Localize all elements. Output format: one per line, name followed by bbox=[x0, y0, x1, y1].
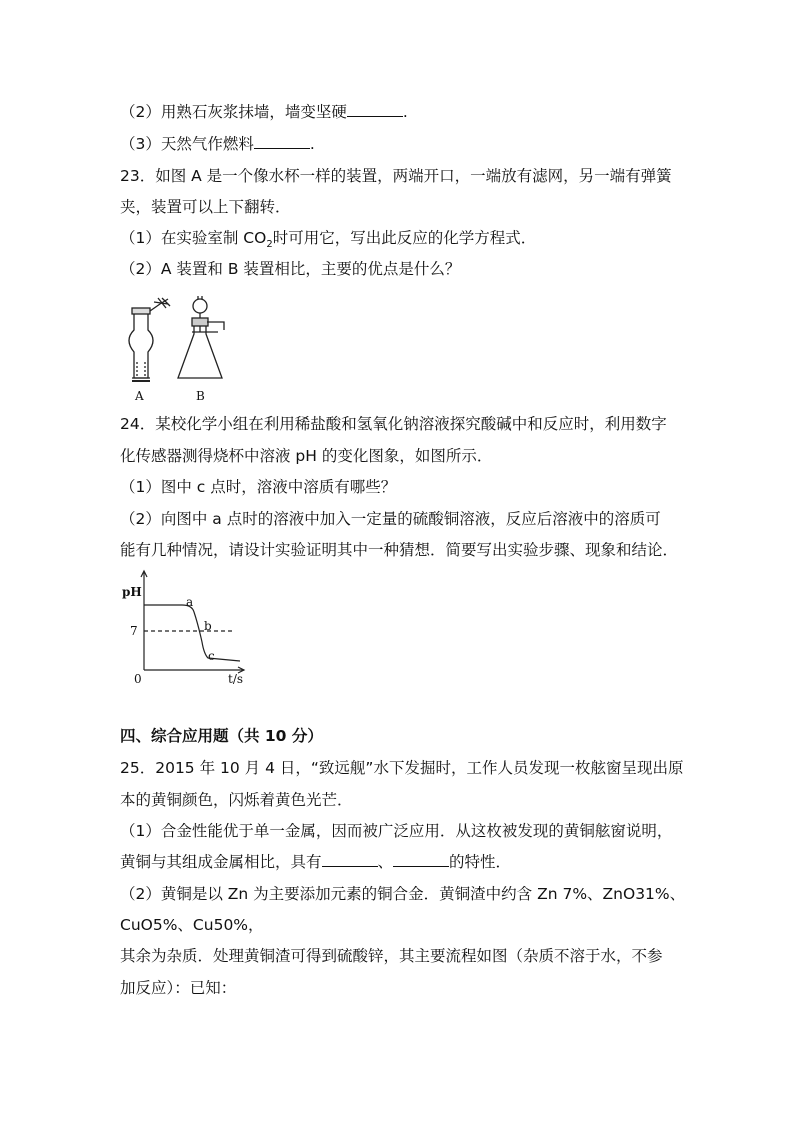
q24-item2-line1: （2）向图中 a 点时的溶液中加入一定量的硫酸铜溶液，反应后溶液中的溶质可 bbox=[120, 510, 661, 528]
q23-item1: （1）在实验室制 $CO_2$时可用它，写出此反应的化学方程式． bbox=[120, 229, 537, 251]
q23-item2: （2）A 装置和 B 装置相比，主要的优点是什么？ bbox=[120, 260, 461, 278]
q25-item2-line4: 加反应）：已知： bbox=[120, 979, 237, 997]
apparatus-drawing bbox=[118, 292, 238, 404]
section-heading: 四、综合应用题（共 10 分） bbox=[120, 727, 323, 745]
tick-7: 7 bbox=[130, 624, 138, 638]
label-a: A bbox=[135, 389, 144, 403]
label-b: B bbox=[196, 389, 205, 403]
answer-blank bbox=[347, 102, 403, 117]
origin-label: 0 bbox=[134, 672, 142, 686]
q24-stem-line2: 化传感器测得烧杯中溶液 pH 的变化图象，如图所示． bbox=[120, 447, 493, 465]
q25-item2-line3: 其余为杂质．处理黄铜渣可得到硫酸锌，其主要流程如图（杂质不溶于水，不参 bbox=[120, 947, 663, 965]
answer-blank bbox=[254, 134, 310, 149]
q25-stem-line1: 25．2015 年 10 月 4 日，“致远舰”水下发掘时，工作人员发现一枚舷窗呈现出原 bbox=[120, 759, 684, 777]
q24-item2-line2: 能有几种情况，请设计实验证明其中一种猜想．简要写出实验步骤、现象和结论． bbox=[120, 541, 679, 559]
q24-item1: （1）图中 c 点时，溶液中溶质有哪些？ bbox=[120, 478, 397, 496]
point-b-label: b bbox=[204, 619, 212, 633]
ph-curve bbox=[144, 605, 240, 661]
point-c-label: c bbox=[208, 649, 215, 663]
q25-item2-line2: CuO5%、Cu50%， bbox=[120, 916, 264, 934]
q23-stem-line2: 夹，装置可以上下翻转． bbox=[120, 198, 291, 216]
q25-item2-line1: （2）黄铜是以 Zn 为主要添加元素的铜合金．黄铜渣中约含 Zn 7%、ZnO31%、 bbox=[120, 885, 686, 903]
apparatus-figure bbox=[118, 292, 238, 404]
point-a-label: a bbox=[186, 595, 194, 609]
ph-graph bbox=[118, 566, 258, 688]
answer-blank bbox=[322, 852, 378, 867]
x-axis-label: t/s bbox=[228, 672, 244, 686]
q25-item1-line1: （1）合金性能优于单一金属，因而被广泛应用．从这枚被发现的黄铜舷窗说明， bbox=[120, 822, 673, 840]
answer-blank bbox=[393, 852, 449, 867]
q25-stem-line2: 本的黄铜颜色，闪烁着黄色光芒． bbox=[120, 791, 353, 809]
q24-stem-line1: 24．某校化学小组在利用稀盐酸和氢氧化钠溶液探究酸碱中和反应时，利用数字 bbox=[120, 415, 667, 433]
q23-stem-line1: 23．如图 A 是一个像水杯一样的装置，两端开口，一端放有滤网，另一端有弹簧 bbox=[120, 167, 672, 185]
q25-item1-line2: 黄铜与其组成金属相比，具有 、 的特性． bbox=[120, 853, 512, 871]
q22-item3: （3）天然气作燃料 . bbox=[120, 135, 315, 153]
q22-item2: （2）用熟石灰浆抹墙，墙变坚硬 . bbox=[120, 103, 408, 121]
y-axis-label: pH bbox=[122, 585, 142, 599]
ph-graph-svg bbox=[118, 566, 258, 688]
